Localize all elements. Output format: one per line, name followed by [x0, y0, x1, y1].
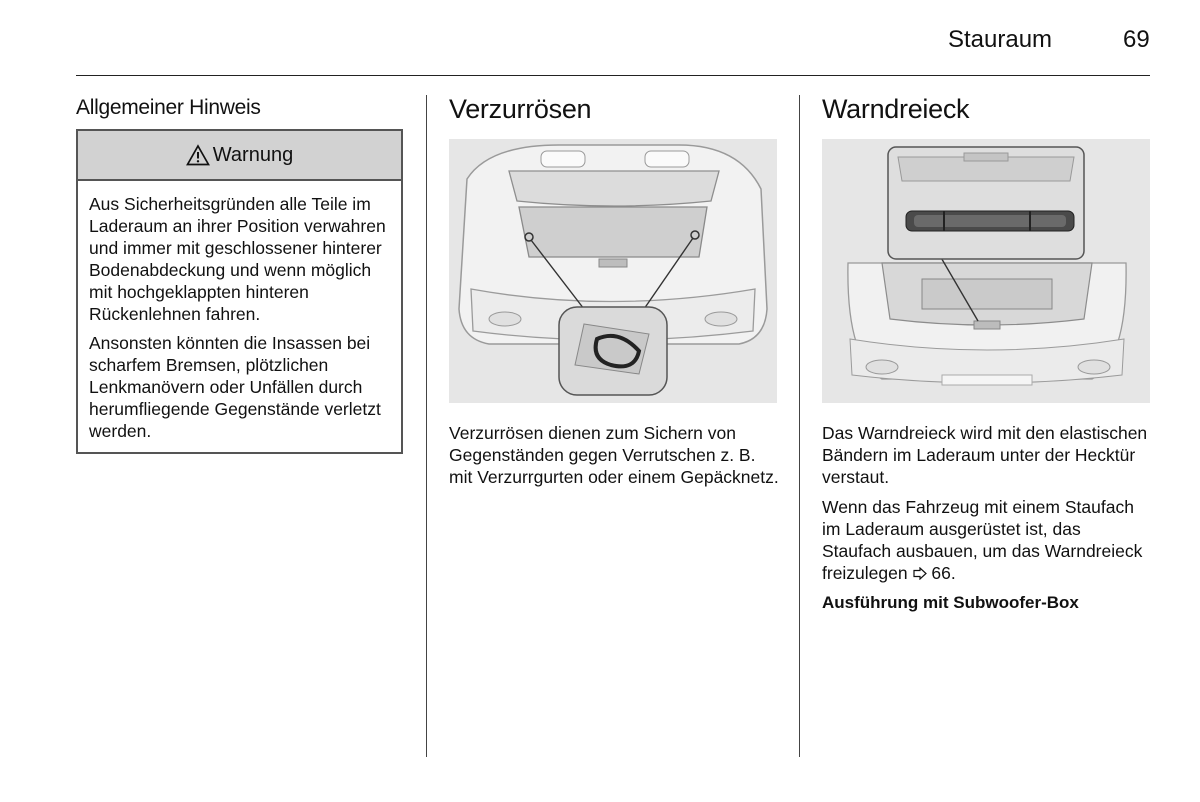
warning-paragraph: Ansonsten könnten die Insassen bei scharfem Bremsen, plötzlichen Lenkmanövern oder Unfällen durch herumfliegende Gegenstände verletzt werden.: [89, 333, 381, 441]
lashing-eyes-heading: Verzurrösen: [449, 94, 592, 124]
warning-triangle-paragraph: [822, 496, 1152, 584]
page-number: 69: [1123, 26, 1150, 53]
header-rule: [76, 75, 1150, 76]
lashing-eyes-paragraph: Verzurrösen dienen zum Sichern von Gegenständen gegen Verrutschen z. B. mit Verzurrgurten oder einem Gepäcknetz.: [449, 423, 779, 487]
column-warning-triangle: [822, 94, 1152, 622]
page-reference-link[interactable]: 66.: [931, 563, 956, 583]
warning-paragraph: Aus Sicherheitsgründen alle Teile im Laderaum an ihrer Position verwahren und immer mit geschlossener hinterer Bodenabdeckung und wenn möglich mit hochgeklappten hinteren Rückenlehnen fahren.: [89, 194, 386, 324]
column-divider: [799, 95, 800, 757]
warning-triangle-paragraph: Das Warndreieck wird mit den elastischen Bändern im Laderaum unter der Hecktür verstaut.: [822, 423, 1148, 487]
warning-header: [78, 131, 401, 181]
warning-triangle-icon: [186, 144, 210, 166]
page-reference-arrow-icon: [913, 567, 927, 580]
lashing-eyes-illustration: [449, 139, 777, 403]
lashing-eyes-text: [449, 422, 779, 488]
warning-box: [76, 129, 403, 454]
column-divider: [426, 95, 427, 757]
warning-triangle-heading: Warndreieck: [822, 94, 970, 124]
column-general-note: [76, 96, 403, 454]
subwoofer-subheading: Ausführung mit Subwoofer-Box: [822, 593, 1079, 612]
warning-triangle-storage-illustration: [822, 139, 1150, 403]
storage-paragraph-text: Wenn das Fahrzeug mit einem Staufach im Laderaum ausgerüstet ist, das Staufach ausbauen, um das Warndreieck freizulegen: [822, 497, 1143, 583]
warning-body: [78, 181, 401, 452]
warning-triangle-text: [822, 422, 1152, 614]
warning-title: Warnung: [212, 143, 294, 166]
general-note-heading: Allgemeiner Hinweis: [76, 96, 261, 119]
column-lashing-eyes: [449, 94, 779, 496]
section-title: Stauraum: [948, 26, 1053, 53]
